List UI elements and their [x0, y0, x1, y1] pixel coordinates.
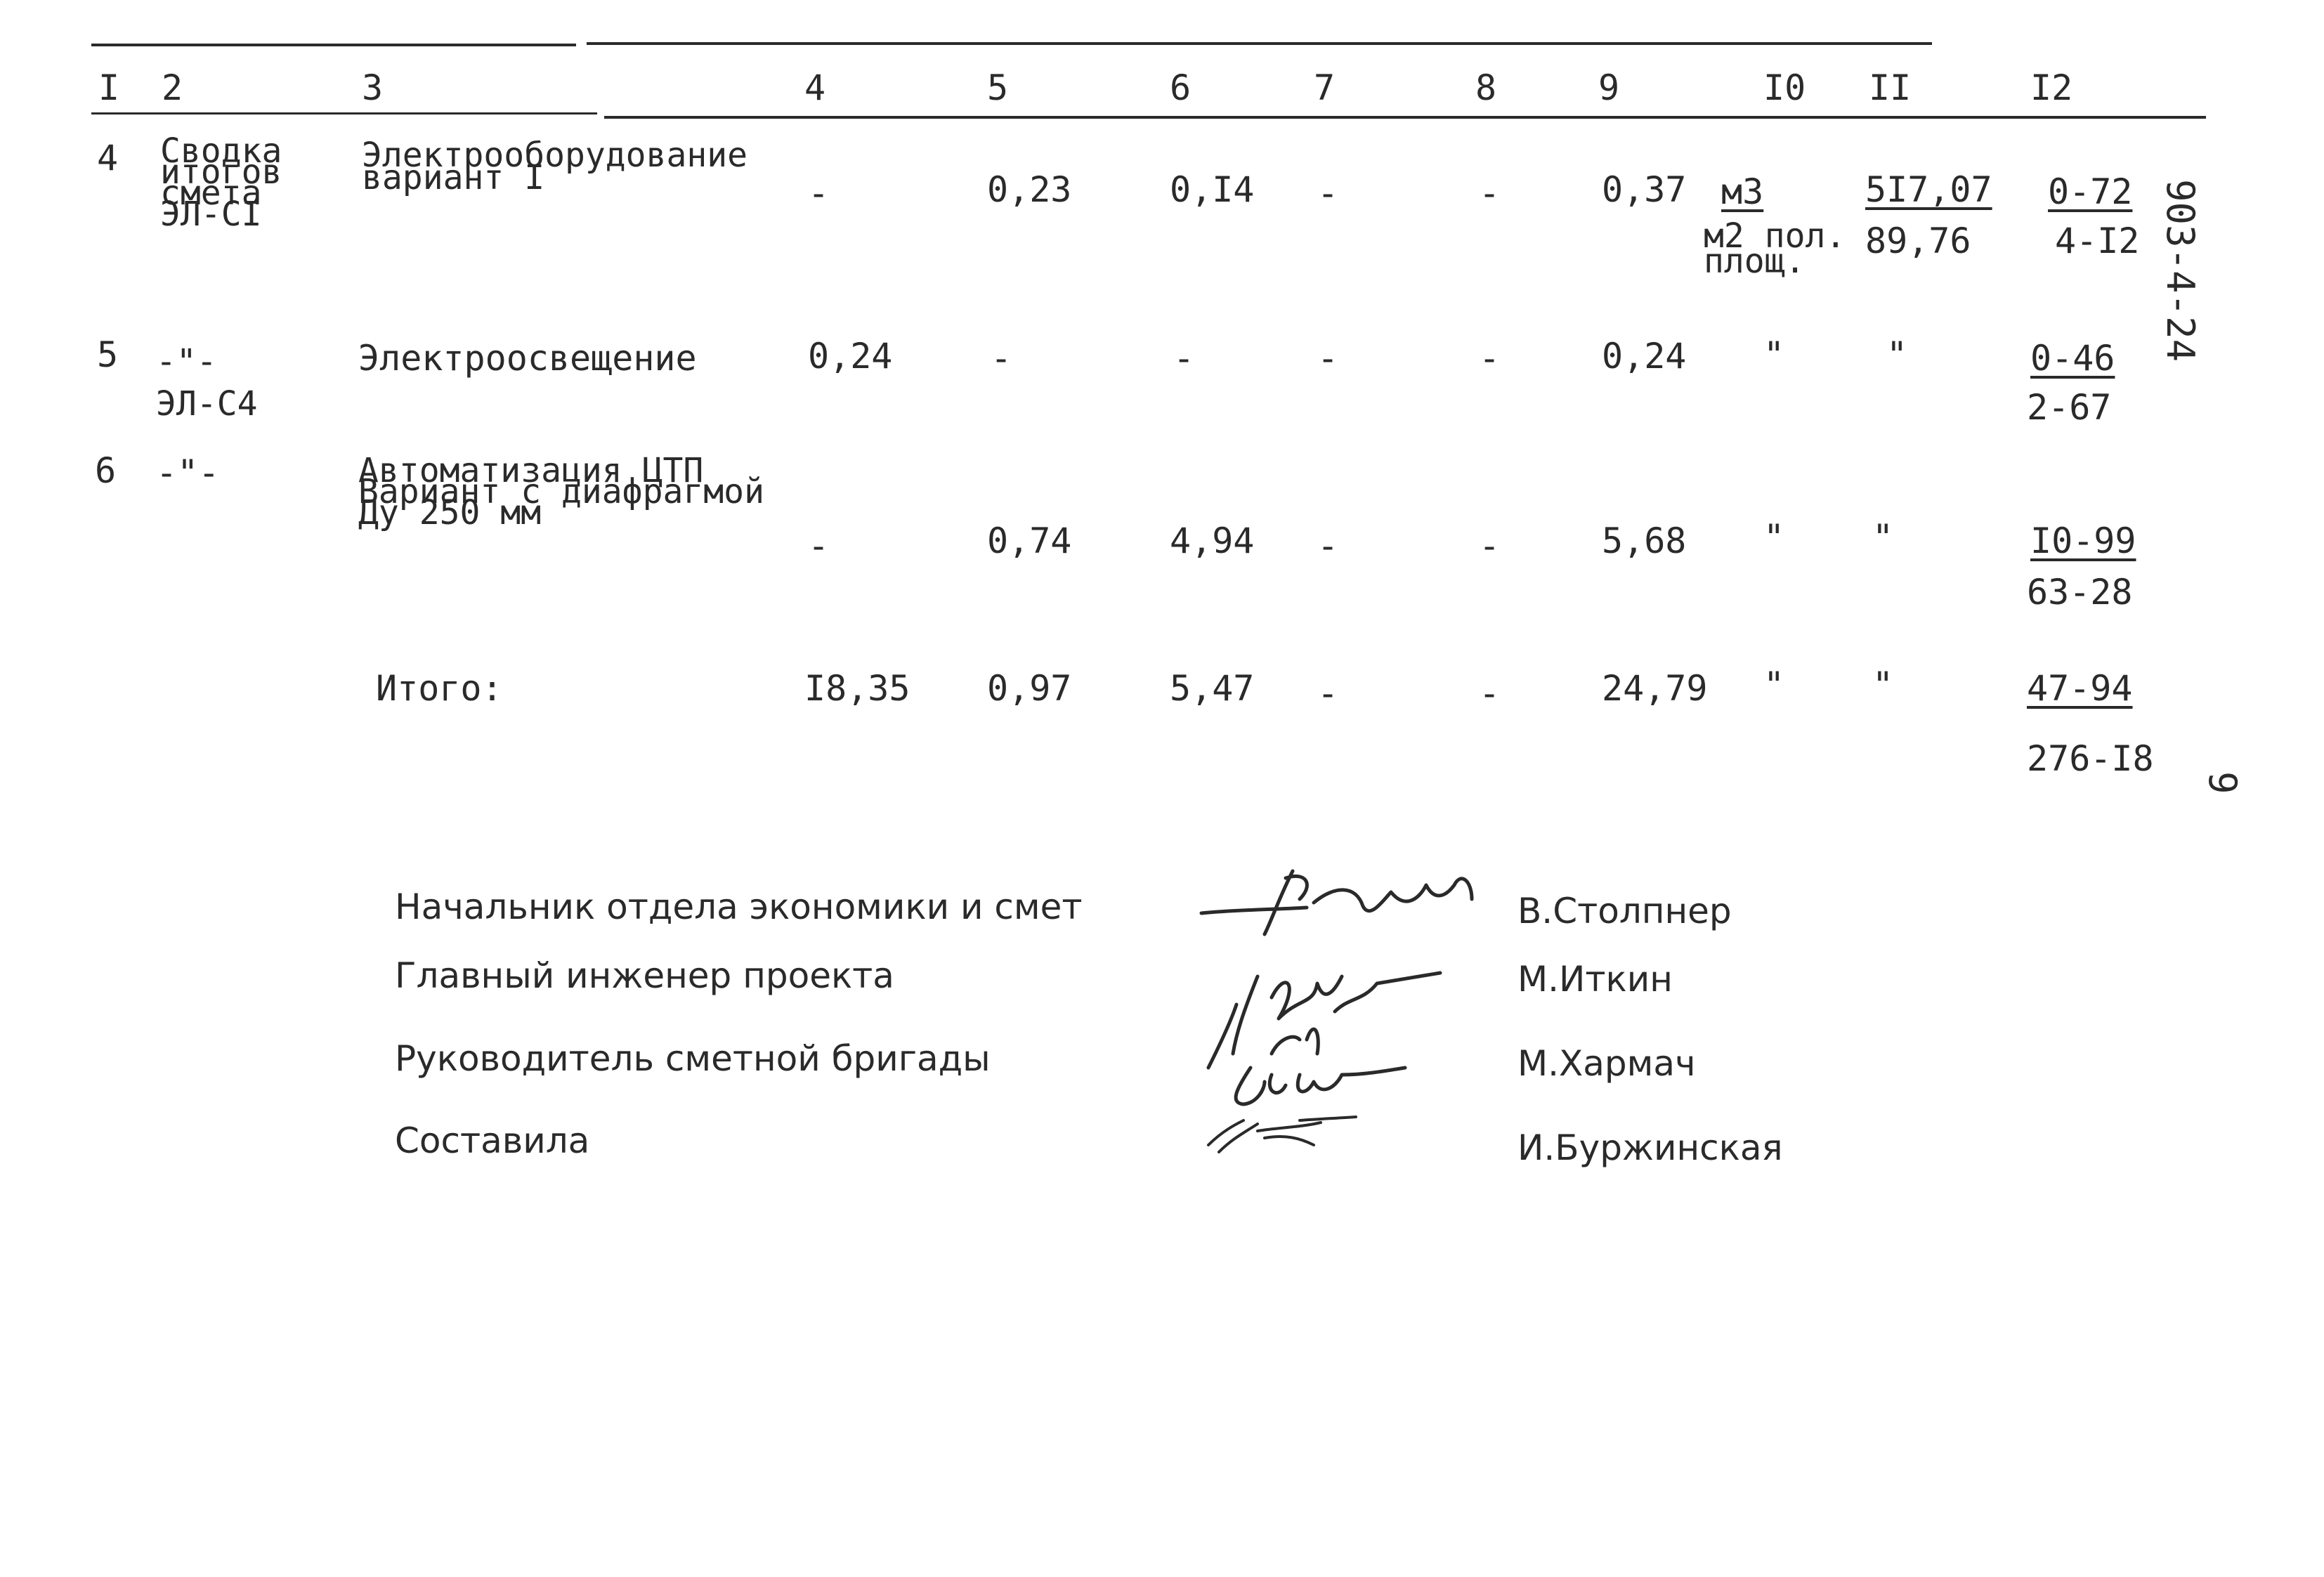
row-number: 6 [95, 450, 117, 491]
row-name: Электроосвещение [358, 338, 697, 379]
cell-col8: - [1479, 525, 1501, 566]
col-header: 6 [1170, 67, 1192, 108]
cell-col4: - [808, 525, 830, 566]
signer-role: Главный инженер проекта [395, 955, 894, 996]
signer-role: Начальник отдела экономики и смет [395, 886, 1083, 927]
signer-name: М.Иткин [1517, 959, 1673, 1000]
col-header: 4 [804, 67, 826, 108]
cell-col12-bottom: 4-I2 [2055, 221, 2140, 261]
page-number: 9 [2200, 771, 2245, 794]
signer-name: М.Хармач [1517, 1043, 1696, 1084]
signer-name: В.Столпнер [1517, 891, 1732, 931]
unit-top: м3 [1721, 171, 1764, 212]
col-header: 7 [1314, 67, 1336, 108]
cell-col12-bottom: 63-28 [2027, 572, 2133, 613]
cell-col6: - [1173, 338, 1195, 379]
total-label: Итого: [376, 668, 503, 709]
signer-name: И.Буржинская [1517, 1127, 1783, 1168]
signer-role: Руководитель сметной бригады [395, 1038, 991, 1079]
cell-col5: 0,74 [987, 521, 1072, 561]
col-header: 5 [987, 67, 1009, 108]
col-header: II [1869, 67, 1912, 108]
cell-col12-bottom: 276-I8 [2027, 738, 2154, 779]
cell-col11: " [1872, 665, 1894, 705]
cell-col11-top: 5I7,07 [1865, 169, 1992, 210]
cell-col5: 0,97 [987, 668, 1072, 709]
cell-col9: 0,37 [1602, 169, 1687, 210]
cell-col6: 4,94 [1170, 521, 1255, 561]
row-reference: Сводка итогов смета ЭЛ-CI [160, 131, 282, 234]
row-reference: -"- [156, 452, 220, 493]
cell-col5: 0,23 [987, 169, 1072, 210]
top-rule-left [91, 44, 576, 46]
cell-col11-bottom: 89,76 [1865, 221, 1971, 261]
cell-col7: - [1317, 338, 1339, 379]
col-header: I [98, 67, 120, 108]
signature-scribble [1194, 843, 1503, 1180]
top-rule-right [587, 42, 1932, 45]
col-header: 3 [362, 67, 384, 108]
cell-col12-top: 47-94 [2027, 668, 2133, 709]
side-stamp: 903-4-24 [2158, 179, 2202, 362]
cell-col6: 5,47 [1170, 668, 1255, 709]
col-header: I0 [1763, 67, 1806, 108]
cell-col10: " [1763, 665, 1785, 705]
cell-col6: 0,I4 [1170, 169, 1255, 210]
cell-col8: - [1479, 173, 1501, 214]
row-name: Автоматизация ЦТП Вариант с диафрагмой Ду 250 мм [358, 451, 764, 532]
cell-col9: 24,79 [1602, 668, 1708, 709]
cell-col5: - [991, 338, 1012, 379]
signer-role: Составила [395, 1120, 590, 1161]
row-reference: -"- ЭЛ-C4 [156, 342, 258, 424]
unit-bottom: м2 пол. площ. [1704, 216, 1846, 281]
row-number: 5 [97, 334, 119, 375]
header-rule-right [604, 116, 2206, 119]
cell-col7: - [1317, 525, 1339, 566]
header-rule-left [91, 112, 597, 114]
col-header: 2 [162, 67, 183, 108]
cell-col4: 0,24 [808, 336, 893, 377]
cell-col8: - [1479, 673, 1501, 714]
row-name: Электрооборудование вариант I [362, 136, 748, 197]
cell-col9: 5,68 [1602, 521, 1687, 561]
col-header: I2 [2030, 67, 2073, 108]
col-header: 8 [1475, 67, 1497, 108]
cell-col7: - [1317, 173, 1339, 214]
cell-col4: I8,35 [804, 668, 910, 709]
cell-col12-top: 0-72 [2048, 171, 2133, 212]
cell-col10: " [1763, 517, 1785, 558]
cell-col11: " [1886, 334, 1908, 375]
cell-col11: " [1872, 517, 1894, 558]
cell-col10: " [1763, 334, 1785, 375]
cell-col4: - [808, 173, 830, 214]
cell-col12-top: I0-99 [2030, 521, 2136, 561]
cell-col12-top: 0-46 [2030, 338, 2115, 379]
row-number: 4 [97, 138, 119, 178]
cell-col8: - [1479, 338, 1501, 379]
col-header: 9 [1598, 67, 1620, 108]
cell-col7: - [1317, 673, 1339, 714]
cell-col12-bottom: 2-67 [2027, 387, 2112, 428]
cell-col9: 0,24 [1602, 336, 1687, 377]
